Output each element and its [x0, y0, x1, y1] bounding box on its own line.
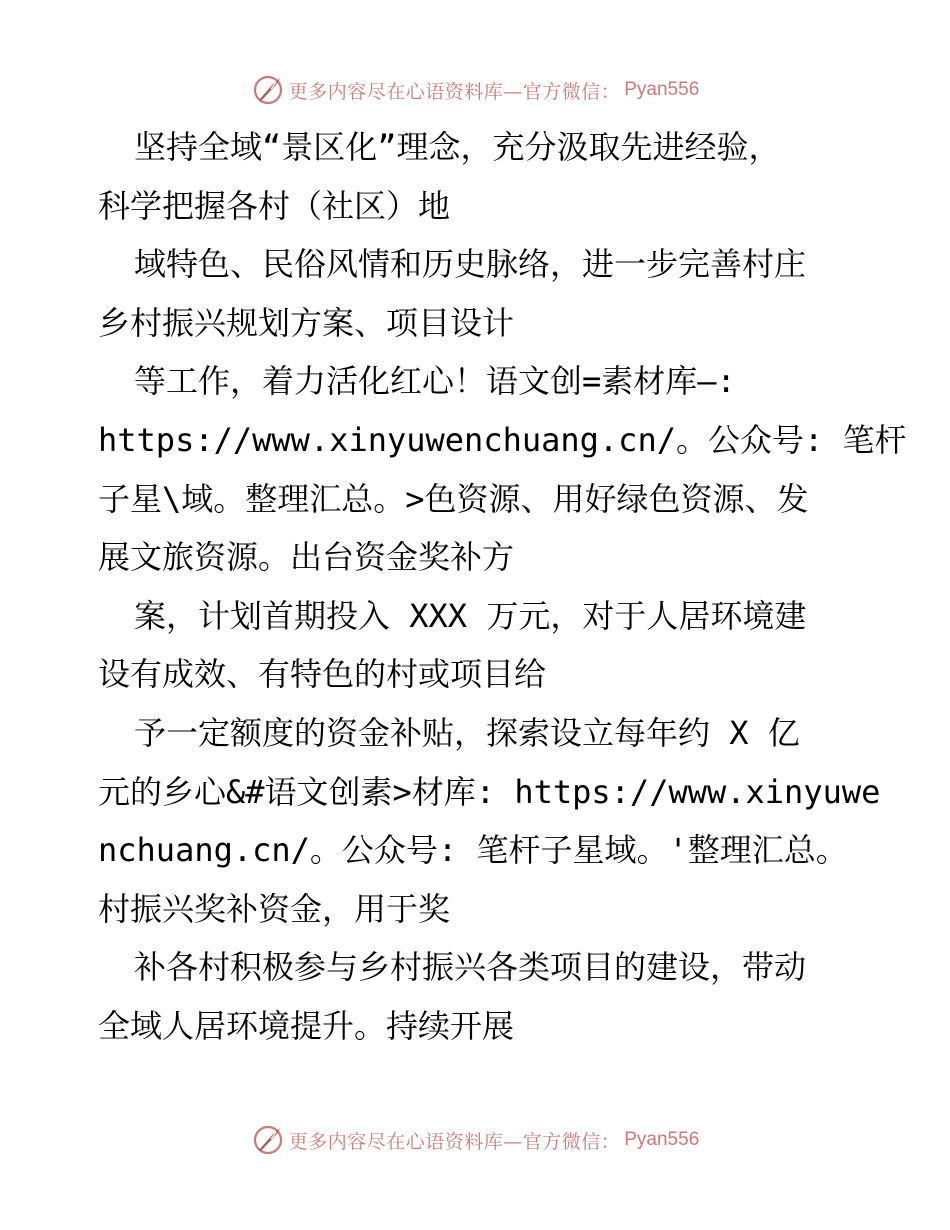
text-line: 展文旅资源。出台资金奖补方 [98, 538, 515, 577]
text-line: 坚持全域“景区化”理念，充分汲取先进经验， [134, 128, 781, 166]
text-line: nchuang.cn/。公众号: 笔杆子星域。'整理汇总。 [98, 831, 848, 870]
text-line: https://www.xinyuwenchuang.cn/。公众号: 笔杆 [98, 420, 907, 459]
text-line: 补各村积极参与乡村振兴各类项目的建设，带动 [134, 948, 807, 987]
text-line: 全域人居环境提升。持续开展 [98, 1006, 515, 1045]
text-line: 乡村振兴规划方案、项目设计 [98, 303, 515, 342]
text-line: 案，计划首期投入 XXX 万元，对于人居环境建 [134, 596, 807, 635]
text-line: 等工作，着力活化红心！语文创=素材库—: [134, 362, 736, 401]
text-line: 子星\域。整理汇总。>色资源、用好绿色资源、发 [98, 479, 809, 518]
document-body [98, 118, 907, 1056]
text-line: 科学把握各村（社区）地 [98, 186, 451, 225]
watermark-wechat-id: Pyan556 [624, 79, 700, 100]
quill-logo-icon [251, 73, 285, 107]
text-line: 设有成效、有特色的村或项目给 [98, 655, 547, 694]
quill-logo-icon [251, 1123, 285, 1157]
watermark-header [0, 70, 950, 110]
watermark-text: 更多内容尽在心语资料库—官方微信： [288, 1130, 621, 1153]
watermark-wechat-id: Pyan556 [624, 1129, 700, 1150]
text-line: 予一定额度的资金补贴，探索设立每年约 X 亿 [134, 713, 800, 752]
text-line: 元的乡心&#语文创素>材库: https://www.xinyuwe [98, 772, 881, 811]
text-line: 村振兴奖补资金，用于奖 [98, 889, 451, 928]
watermark-footer [0, 1120, 950, 1160]
text-line: 域特色、民俗风情和历史脉络，进一步完善村庄 [134, 245, 807, 284]
watermark-text: 更多内容尽在心语资料库—官方微信： [288, 80, 621, 103]
